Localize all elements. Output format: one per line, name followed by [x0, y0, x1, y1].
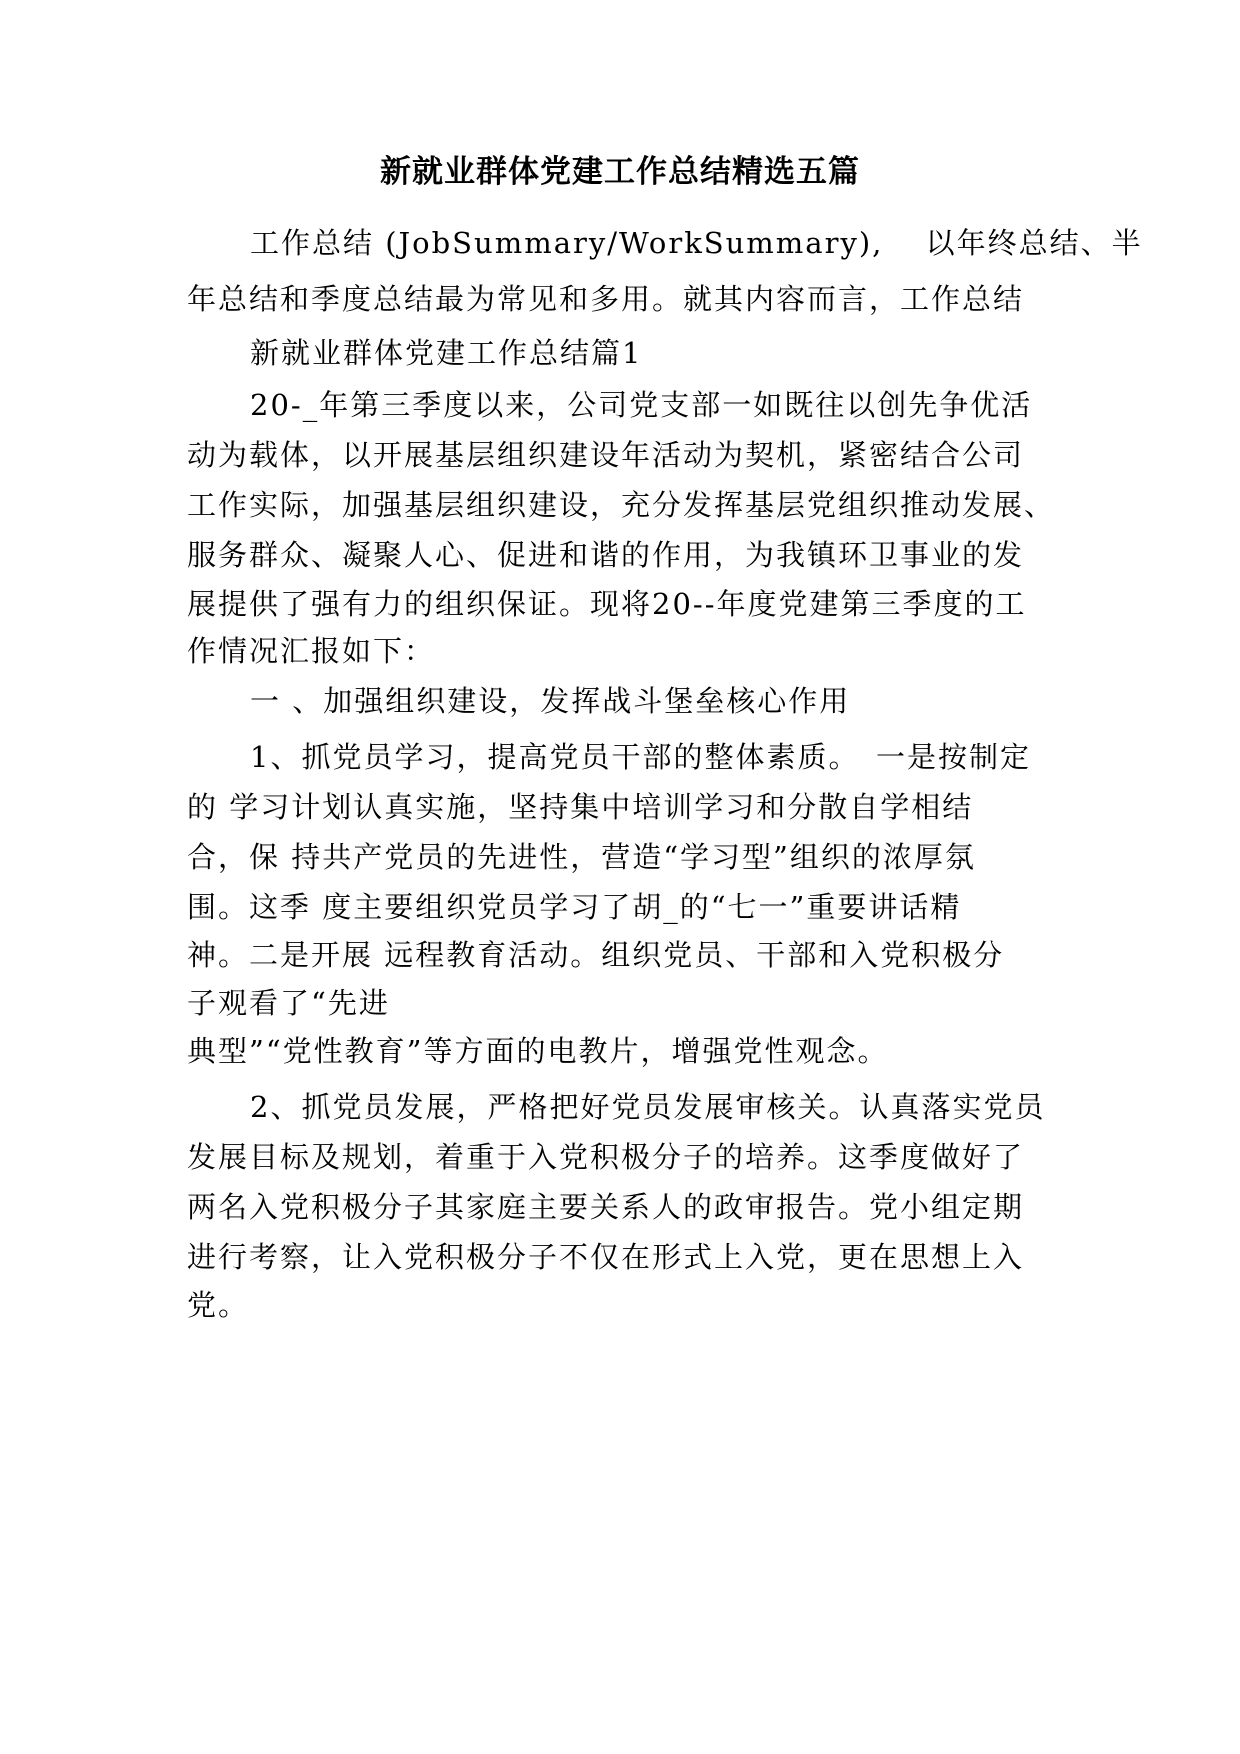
paragraph-line: 进行考察，让入党积极分子不仅在形式上入党，更在思想上入: [187, 1240, 1025, 1274]
paragraph-line: 合，保 持共产党员的先进性，营造“学习型”组织的浓厚氛: [187, 840, 976, 874]
intro-line-2: 年总结和季度总结最为常见和多用。就其内容而言，工作总结: [187, 282, 1025, 316]
paragraph-line: 工作实际，加强基层组织建设，充分发挥基层党组织推动发展、: [187, 488, 1056, 522]
paragraph-line: 两名入党积极分子其家庭主要关系人的政审报告。党小组定期: [187, 1190, 1025, 1224]
paragraph-line: 2、抓党员发展，严格把好党员发展审核关。认真落实党员: [250, 1090, 1046, 1124]
section-heading-2: 一 、加强组织建设，发挥战斗堡垒核心作用: [250, 684, 851, 718]
paragraph-line: 子观看了“先进: [187, 986, 390, 1020]
paragraph-line: 20-_年第三季度以来，公司党支部一如既往以创先争优活: [250, 388, 1033, 422]
paragraph-line: 典型”“党性教育”等方面的电教片，增强党性观念。: [187, 1034, 889, 1068]
paragraph-line: 神。二是开展 远程教育活动。组织党员、干部和入党积极分: [187, 938, 1005, 972]
paragraph-line: 围。这季 度主要组织党员学习了胡_的“七一”重要讲话精: [187, 890, 962, 924]
intro-line-1: 工作总结 (JobSummary/WorkSummary), 以年终总结、半: [250, 226, 1143, 260]
paragraph-line: 动为载体，以开展基层组织建设年活动为契机，紧密结合公司: [187, 438, 1025, 472]
paragraph-line: 的 学习计划认真实施，坚持集中培训学习和分散自学相结: [187, 790, 974, 824]
document-title: 新就业群体党建工作总结精选五篇: [380, 154, 860, 190]
paragraph-line: 展提供了强有力的组织保证。现将20--年度党建第三季度的工: [187, 587, 1027, 621]
paragraph-line: 作情况汇报如下：: [187, 634, 436, 668]
paragraph-line: 服务群众、凝聚人心、促进和谐的作用，为我镇环卫事业的发: [187, 538, 1025, 572]
section-heading-1: 新就业群体党建工作总结篇1: [250, 336, 643, 370]
paragraph-line: 发展目标及规划，着重于入党积极分子的培养。这季度做好了: [187, 1140, 1025, 1174]
paragraph-line: 1、抓党员学习，提高党员干部的整体素质。 一是按制定: [250, 740, 1031, 774]
paragraph-line: 党。: [187, 1288, 250, 1322]
